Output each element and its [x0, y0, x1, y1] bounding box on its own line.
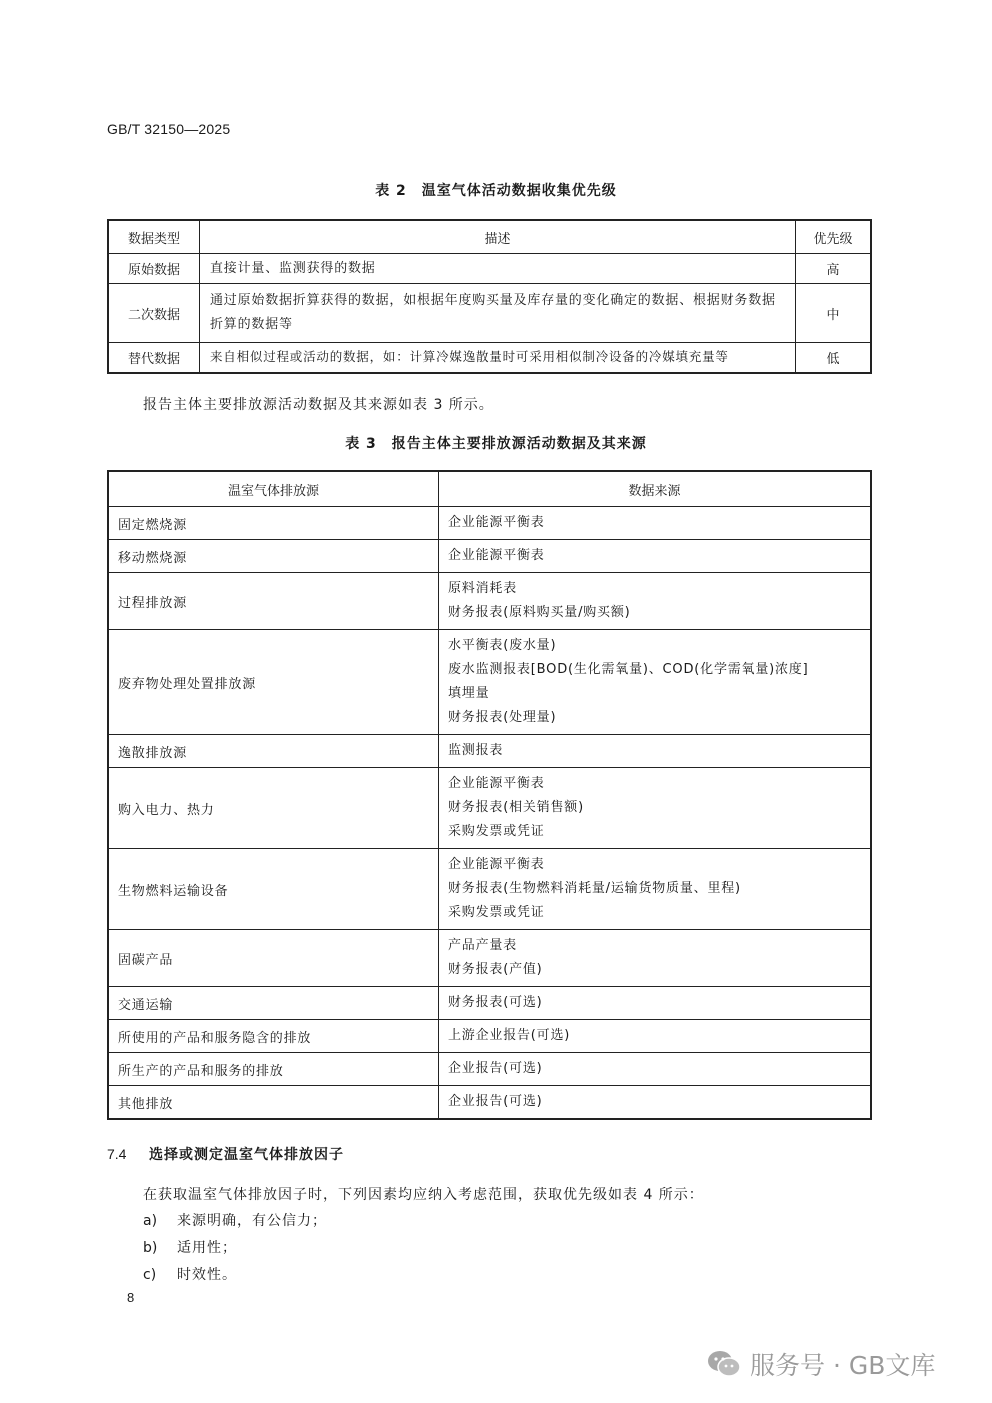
section-number: 7.4	[107, 1146, 127, 1162]
table3-source-cell: 其他排放	[108, 1086, 439, 1120]
list-text: 适用性；	[177, 1240, 237, 1256]
table3-source-cell: 废弃物处理处置排放源	[108, 630, 439, 735]
table3-header-row	[108, 471, 871, 507]
table3-source-cell: 生物燃料运输设备	[108, 849, 439, 930]
table2-title: 表 2 温室气体活动数据收集优先级	[375, 183, 617, 199]
table3-data-line: 企业报告(可选)	[448, 1061, 543, 1076]
table3-data-line: 财务报表(产值)	[448, 962, 543, 977]
table2-header-type: 数据类型	[108, 220, 200, 254]
table3-header-data: 数据来源	[439, 471, 872, 507]
table3-source-cell: 过程排放源	[108, 573, 439, 630]
table3-data-cell	[439, 1053, 872, 1086]
table3-header-source: 温室气体排放源	[108, 471, 439, 507]
table3	[107, 470, 872, 1120]
watermark	[706, 1347, 935, 1381]
table2-header-row	[108, 220, 871, 254]
table2-type-cell: 替代数据	[108, 343, 200, 373]
table3-data-cell	[439, 630, 872, 735]
table3-data-cell	[439, 987, 872, 1020]
table3-data-line: 上游企业报告(可选)	[448, 1028, 571, 1043]
list-item	[143, 1210, 327, 1230]
table-row	[108, 735, 871, 768]
list-marker: b)	[143, 1240, 158, 1256]
table3-source-cell: 交通运输	[108, 987, 439, 1020]
table2-desc-cell: 来自相似过程或活动的数据，如：计算冷媒逸散量时可采用相似制冷设备的冷媒填充量等	[200, 343, 796, 373]
table2-type-cell: 原始数据	[108, 254, 200, 284]
table-row	[108, 507, 871, 540]
table3-source-cell: 所使用的产品和服务隐含的排放	[108, 1020, 439, 1053]
table3-source-cell: 固定燃烧源	[108, 507, 439, 540]
table2-header-priority: 优先级	[796, 220, 872, 254]
table-row	[108, 768, 871, 849]
table3-data-cell	[439, 1020, 872, 1053]
table3-data-line: 企业能源平衡表	[448, 857, 545, 872]
table3-data-line: 产品产量表	[448, 938, 518, 953]
table-row	[108, 284, 871, 343]
table2-type-cell: 二次数据	[108, 284, 200, 343]
section-heading	[107, 1144, 344, 1164]
table3-data-line: 废水监测报表[BOD(生化需氧量)、COD(化学需氧量)浓度]	[448, 662, 809, 677]
table3-data-cell	[439, 849, 872, 930]
table-row	[108, 343, 871, 373]
table2-header-desc: 描述	[200, 220, 796, 254]
table3-data-line: 企业能源平衡表	[448, 776, 545, 791]
table3-data-line: 财务报表(生物燃料消耗量/运输货物质量、里程)	[448, 881, 741, 896]
table3-data-cell	[439, 1086, 872, 1120]
table2-priority-cell: 高	[796, 254, 872, 284]
table3-data-cell	[439, 573, 872, 630]
table3-data-line: 企业能源平衡表	[448, 548, 545, 563]
table2-desc-cell: 直接计量、监测获得的数据	[200, 254, 796, 284]
table-row	[108, 1020, 871, 1053]
table3-data-cell	[439, 507, 872, 540]
table2	[107, 219, 872, 374]
list-marker: c)	[143, 1267, 157, 1283]
table2-desc-cell: 通过原始数据折算获得的数据，如根据年度购买量及库存量的变化确定的数据、根据财务数据折算的数据等	[200, 284, 796, 343]
table-row	[108, 540, 871, 573]
table3-data-line: 采购发票或凭证	[448, 824, 545, 839]
section-title: 选择或测定温室气体排放因子	[149, 1147, 344, 1163]
table3-data-line: 财务报表(原料购买量/购买额)	[448, 605, 631, 620]
table-row	[108, 849, 871, 930]
table3-body	[108, 507, 871, 1120]
table3-data-line: 财务报表(相关销售额)	[448, 800, 584, 815]
table-row	[108, 573, 871, 630]
table-row	[108, 254, 871, 284]
table3-data-cell	[439, 930, 872, 987]
table3-data-line: 财务报表(处理量)	[448, 710, 557, 725]
list-text: 时效性。	[177, 1267, 237, 1283]
paragraph-table3-intro: 报告主体主要排放源活动数据及其来源如表 3 所示。	[143, 397, 494, 413]
table3-data-line: 监测报表	[448, 743, 504, 758]
list-item	[143, 1264, 237, 1284]
table3-source-cell: 购入电力、热力	[108, 768, 439, 849]
table-row	[108, 930, 871, 987]
standard-header: GB/T 32150—2025	[107, 121, 231, 137]
table3-title: 表 3 报告主体主要排放源活动数据及其来源	[345, 436, 647, 452]
table3-data-line: 采购发票或凭证	[448, 905, 545, 920]
table3-data-line: 企业能源平衡表	[448, 515, 545, 530]
list-item	[143, 1237, 237, 1257]
table3-source-cell: 逸散排放源	[108, 735, 439, 768]
table3-source-cell: 移动燃烧源	[108, 540, 439, 573]
paragraph-factors-intro: 在获取温室气体排放因子时，下列因素均应纳入考虑范围，获取优先级如表 4 所示：	[143, 1187, 704, 1203]
table3-data-cell	[439, 540, 872, 573]
wechat-icon	[706, 1349, 742, 1379]
table3-data-line: 企业报告(可选)	[448, 1094, 543, 1109]
page-number: 8	[127, 1290, 135, 1305]
list-marker: a)	[143, 1213, 158, 1229]
table3-data-line: 财务报表(可选)	[448, 995, 543, 1010]
table3-source-cell: 所生产的产品和服务的排放	[108, 1053, 439, 1086]
table2-priority-cell: 中	[796, 284, 872, 343]
watermark-text: 服务号 · GB文库	[750, 1351, 936, 1380]
table2-priority-cell: 低	[796, 343, 872, 373]
table3-data-line: 填埋量	[448, 686, 490, 701]
table3-source-cell: 固碳产品	[108, 930, 439, 987]
table-row	[108, 987, 871, 1020]
table-row	[108, 630, 871, 735]
table3-data-cell	[439, 735, 872, 768]
table3-data-cell	[439, 768, 872, 849]
list-text: 来源明确，有公信力；	[177, 1213, 327, 1229]
table3-data-line: 原料消耗表	[448, 581, 518, 596]
table3-data-line: 水平衡表(废水量)	[448, 638, 557, 653]
table-row	[108, 1086, 871, 1120]
table-row	[108, 1053, 871, 1086]
